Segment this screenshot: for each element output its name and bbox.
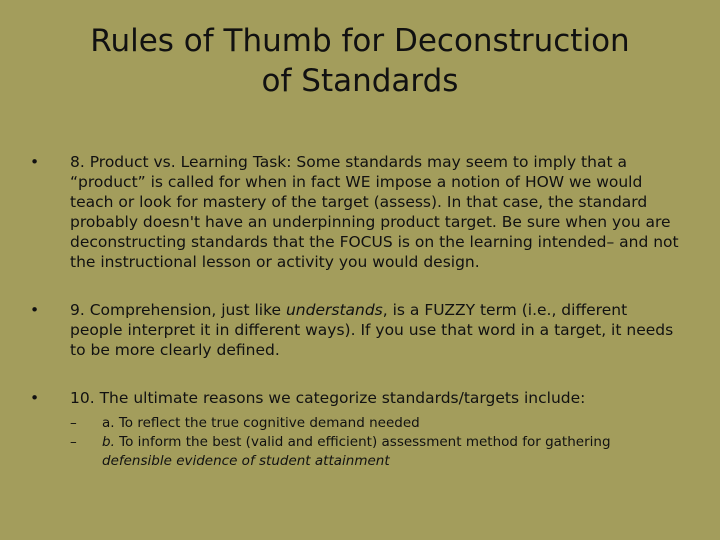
bullet-text: 10. The ultimate reasons we categorize standards/targets include: [70,389,586,407]
sub-bullet-text: a. To reflect the true cognitive demand needed [102,415,420,431]
bullet-list [30,152,680,471]
sub-bullet-text [102,434,611,469]
sub-bullet-text-part: To inform the best (valid and efficient) assessment method for gathering [114,434,611,450]
bullet-marker: • [30,153,40,171]
bullet-text-italic: understands [285,301,383,319]
bullet-text-part: 9. Comprehension, just like [70,301,286,319]
sub-bullet-item-a [70,414,680,433]
sub-bullet-list [70,414,680,471]
bullet-item-9 [30,300,680,360]
bullet-text [70,301,673,359]
bullet-item-8 [30,152,680,272]
bullet-item-10 [30,388,680,471]
sub-bullet-text-italic: defensible evidence of student attainment [102,453,390,469]
slide-title [40,22,680,101]
bullet-text-part: , is a FUZZY term (i.e., different people interpret it in different ways). If you use that word in a target, it needs to be more clearly defined. [70,301,674,359]
slide-title-line-2: of Standards [261,62,459,99]
slide-title-line-1: Rules of Thumb for Deconstruction [90,23,630,59]
sub-bullet-text-italic: b. [102,434,115,450]
bullet-text: 8. Product vs. Learning Task: Some standards may seem to imply that a “product” is called for when in fact WE impose a notion of HOW we would teach or look for mastery of the target (assess). In that case, the standard probably doesn't have an underpinning product target. Be sure when you are deconstructing standards that the FOCUS is on the learning intended– and not the instructional lesson or activity you would design. [70,153,679,271]
sub-bullet-marker: – [70,415,77,431]
bullet-marker: • [30,301,40,319]
sub-bullet-marker: – [70,434,77,450]
sub-bullet-item-b [70,433,680,471]
bullet-marker: • [30,389,40,407]
